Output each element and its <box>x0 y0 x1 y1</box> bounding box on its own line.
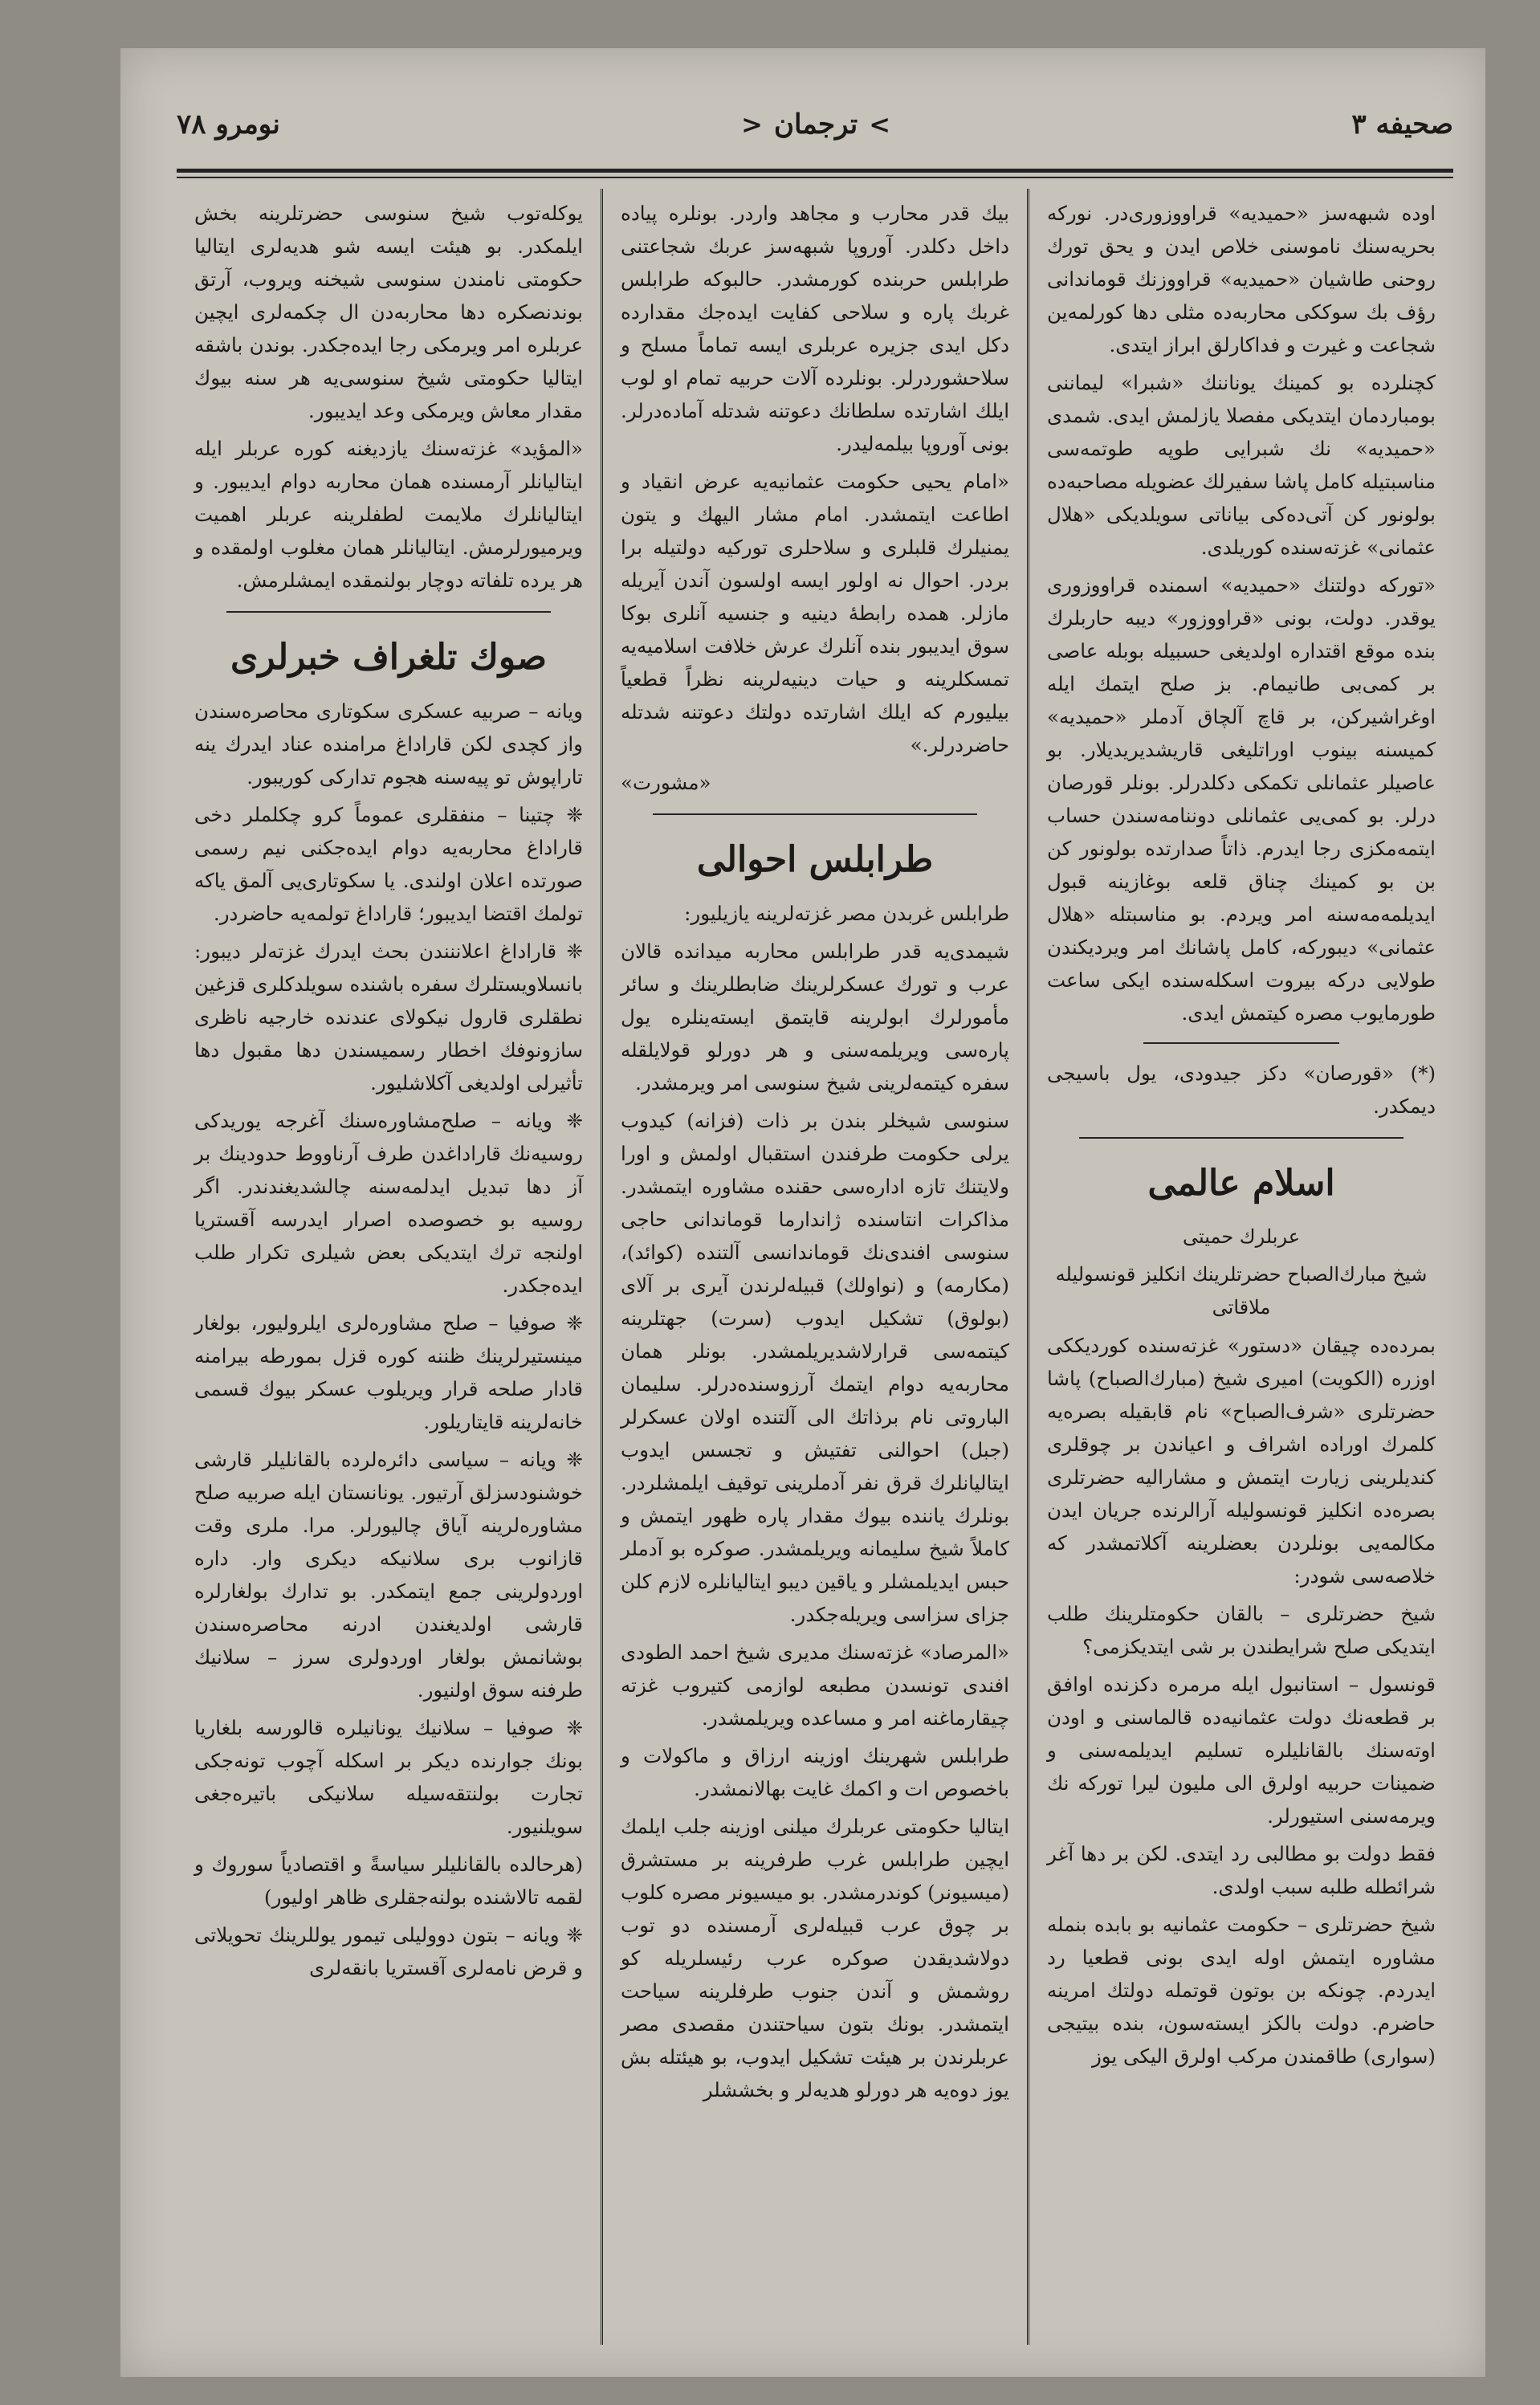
paragraph: (هرحالده بالقانلیلر سیاسةً و اقتصادیاً سوروك و لقمه تالاشنده بولنه‌جقلری ظاهر اولیور) <box>194 1853 583 1909</box>
divider <box>653 813 977 815</box>
paragraph: کچنلرده بو کمینك یوناننك «شبرا» لیماننی بومباردمان ایتدیکی مفصلا یازلمش ایدی. شمدی «حمیدیه» نك شبرایی طوپه طوتمه‌سی مناسبتیله کامل پاشا سفیرلك عضویله مصاحبه‌ده بولونور کن آتی‌ده‌کی بیاناتی سویلدیکی «هلال عثمانی» غزته‌سنده کوریلدی. <box>1047 371 1436 559</box>
divider <box>1143 1042 1339 1044</box>
paragraph: بیك قدر محارب و مجاهد واردر. بونلره پیاده داخل دکلدر. آوروپا شبهه‌سز عربك شجاعتنی طرابلس حربنده کورمشدر. حالبوکه طرابلس غربك پاره و سلاحی کفایت ایده‌جك مقدارده دکل ایدی جزیره عربلری ایسه تماماً مسلح و سلاحشوردرلر. بونلرده آلات حربیه تمام او لوب ایلك اشارتده سلطانك دعوتنه شدتله آماده‌درلر. بونی آوروپا بیلمه‌لیدر. <box>621 202 1009 455</box>
ornament-left-icon: < <box>741 109 763 140</box>
paragraph: طرابلس شهرینك اوزینه ارزاق و ماکولات و باخصوص ات و اکمك غایت بهالانمشدر. <box>621 1744 1009 1800</box>
header-rule <box>177 169 1453 173</box>
paragraph: طرابلس غربدن مصر غزته‌لرینه یازیلیور: <box>684 902 1009 925</box>
paragraph: ❈ ویانه – صلح‌مشاوره‌سنك آغرجه یوریدکی روسیه‌نك قاراداغدن طرف آرناووط حدودینك بر آز دها تبدیل ایدلمه‌سنه چالشدیغندندر. اگر روسیه بو خصوصده اصرار ایدرسه آقستریا اولنجه ترك ایتدیکی بعض شیلری تکرار طلب ایده‌جکدر. <box>194 1109 583 1297</box>
page-number: صحیفه ۳ <box>1351 108 1453 141</box>
section-title: طرابلس احوالی <box>696 839 934 880</box>
ornament-right-icon: > <box>869 109 891 140</box>
paragraph: «المرصاد» غزته‌سنك مدیری شیخ احمد الطودی افندی تونسدن مطبعه لوازمی کتیروب غزته چیقارماغنه امر و مساعده ویریلمشدر. <box>621 1641 1009 1730</box>
header-rule-thin <box>177 177 1453 178</box>
section-title: اسلام عالمی <box>1147 1163 1335 1204</box>
section-subtitle: عربلرك حمیتی <box>1182 1225 1301 1248</box>
newspaper-page <box>120 48 1485 2377</box>
section-title: صوك تلغراف خبرلری <box>230 637 548 678</box>
paragraph: ویانه – صربیه عسکری سکوتاری محاصره‌سندن واز کچدی لکن قاراداغ مرامنده عناد ایدرك ینه تاراپوش تو پیه‌سنه هجوم تدارکی کوریبور. <box>194 699 583 789</box>
paragraph: یوکله‌توب شیخ سنوسی حضرتلرینه بخش ایلمکدر. بو هیئت ایسه شو هدیه‌لری ایتالیا حکومتی نامندن سنوسی شیخنه ویروب، آرتق بوندنصکره دها محاربه‌دن ال چکمه‌لری ایچین عربلره امر ویرمکی رجا ایده‌جکدر. بوندن باشقه ایتالیا حکومتی شیخ سنوسی‌یه هر سنه بیوك مقدار معاش ویرمکی وعد ایدیبور. <box>194 202 583 422</box>
page-header <box>177 80 1453 169</box>
paragraph: شیمدی‌یه قدر طرابلس محاربه میدانده قالان عرب و تورك عسکرلرینك ضابطلرینك و سائر مأمورلرك ابولرینه قایتمق ایسته‌ینلره یول پاره‌سی ویریلمه‌سنی و هر دورلو قولایلقله سفره کیتمه‌لرینی شیخ سنوسی امر ویرمشدر. <box>621 940 1009 1094</box>
paragraph: ❈ ویانه – بتون دوولیلی تیمور یوللرینك تحویلاتی و قرض نامه‌لری آقستریا بانقه‌لری <box>194 1923 583 1979</box>
paragraph: «امام یحیی حکومت عثمانیه‌یه عرض انقیاد و اطاعت ایتمشدر. امام مشار الیهك و یتون یمنیلرك قلبلری و سلاحلری تورکیه دولتیله برا بردر. احوال نه اولور ایسه اولسون آندن آیریله مازلر. همده رابطهٔ دینیه و جنسیه آنلری بوکا سوق ایدیبور بنده آنلرك عرش خلافت اسلامیه‌یه تمسکلرینه و حیات دینیه‌لرینه نظراً قطعیاً بیلیورم که ایلك اشارتده دولتك دعوتنه شدتله حاضردرلر.» <box>621 470 1009 756</box>
paragraph: سنوسی شیخلر بندن بر ذات (فزانه) کیدوب یرلی حکومت طرفندن استقبال اولمش و اورا ولایتنك تازه اداره‌سی حقنده مشاوره ایتمشدر. مذاکرات انتاسنده ژاندارما قوماندانی حاجی سنوسی افندی‌نك قوماندانسی آلتنده (کوائد)، (مکارمه) و (نواولك) قبیله‌لرندن آیری بر آلای (بولوق) تشکیل ایدوب (سرت) جهتلرینه کیتمه‌سی قرارلاشدیریلمشدر. بونلر همان محاربه‌یه دوام ایتمك آرزوسنده‌درلر. سلیمان الباروتی نام برذاتك الی آلتنده اولان عسکرلر (جبل) احوالنی تفتیش و تجسس ایدوب ایتالیانلرك قرق نفر آدملرینی توقیف ایلمشلردر. بونلرك یاننده بیوك مقدار پاره ظهور ایتمش و کاملاً شیخ سلیمانه ویریلمشدر. صوکره بو آدملر حبس ایدیلمشلر و یاقین دیبو ایتالیانلره لازم کلن جزای سزاسی ویریله‌جکدر. <box>621 1109 1009 1626</box>
paragraph: «تورکه دولتنك «حمیدیه» اسمنده قراووزوری یوقدر. دولت، بونی «قراووزور» دیبه حاربلرك بنده موقع اقتداره اولدیغی حسبیله بوبله عاصی بر کمی‌بی طانیمام. بز صلح ایتمك ایله اوغراشیرکن، بر قاچ آلچاق آدملر «حمیدیه» کمیسنه بینوب اوراتلیغی قاریشدیریدیلار. بو عاصیلر عثمانلی تکمکی دکلدرلر. بونلر قورصان درلر. بو کمی‌یی عثمانلی دوننامه‌سندن حساب ایتمه‌مکزی رجا ایدرم. ذاتاً صدارتده بولونور کن بن بو کمینك چناق قلعه بوغازینه قبول ایدیلمه‌مه‌سنه امر ویردم. بو مناسبتله «هلال عثمانی» دیبورکه، کامل پاشانك امر ویردیکندن طولایی درکه بیروت اسکله‌سنده ایکی ساعت طورمایوب مصره کیتمش ایدی. <box>1047 573 1436 1025</box>
paragraph: «المؤید» غزته‌سنك یازدیغنه کوره عربلر ایله ایتالیانلر آرمسنده همان محاربه دوام ایدیبور. و ایتالیانلرك ملایمت لطفلرینه عربلر اهمیت ویرمیورلرمش. ایتالیانلر همان مغلوب اولمقده و هر یرده تلفاته دوچار بولنمقده ایمشلرمش. <box>194 437 583 592</box>
paragraph: ❈ چتینا – منفقلری عموماً کرو چکلملر دخی قاراداغ محاربه‌یه دوام ایده‌جکنی نیم رسمی صورتده اعلان اولندی. یا سکوتاری‌یی آلمق یاکه تولمك اقتضا ایدیبور؛ قاراداغ تولمه‌یه حاضردر. <box>194 803 583 925</box>
paragraph: اوده شبهه‌سز «حمیدیه» قراووزوری‌در. نورکه بحریه‌سنك ناموسنی خلاص ایدن و یحق تورك روحنی طاشیان «حمیدیه» قراووزنك قوماندانی رؤف بك سوككی محاربه‌ده مثلی دها کورلمه‌ین شجاعت و غیرت و فداکارلق ابراز ایتدی. <box>1047 202 1436 357</box>
paragraph: ❈ صوفیا – سلانیك یونانیلره قالورسه بلغاریا بونك جوارنده دیکر بر اسکله آچوب تونه‌جکی تجارت بولنتقه‌سیله سلانیکی باتیره‌جغی سویلنیور. <box>194 1716 583 1838</box>
paragraph: ❈ صوفیا – صلح مشاوره‌لری ایلرولیور، بولغار مینستیرلرینك ظننه کوره قزل بمورطه بیرامنه قادار صلحه قرار ویریلوب عسکر بیوك قسمی خانه‌لرینه قایتاریلور. <box>194 1311 583 1433</box>
paragraph: فقط دولت بو مطالبی رد ایتدی. لکن بر دها آغر شرائطله طلبه سبب اولدی. <box>1047 1842 1436 1898</box>
paragraph: شیخ حضرتلری – حکومت عثمانیه بو بابده بنمله مشاوره ایتمش اوله ایدی بونی قطعیا رد ایدردم. چونکه بن بوتون قوتمله دولتك امرینه حاضرم. دولت بالکز ایسته‌سون، بنده بیتیجی (سواری) طاقمندن مرکب اولرق الیکی یوز <box>1047 1913 1436 2068</box>
column-right <box>1029 189 1453 2345</box>
newspaper-title: ترجمان <box>773 108 858 141</box>
divider <box>226 611 551 613</box>
section-subtitle-2: شیخ مبارك‌الصباح حضرتلرینك انکلیز قونسولیله ملاقاتی <box>1055 1263 1428 1319</box>
footnote: (*) «قورصان» دکز جیدودی، یول باسیجی دیمکدر. <box>1047 1062 1436 1118</box>
paragraph: قونسول – استانبول ایله مرمره دکزنده اوافق بر قطعه‌نك دولت عثمانیه‌ده قالماسنی و اودن اوته‌سنك بالقانلیلره تسلیم ایدیلمه‌سنی و ضمینات حربیه اولرق الی ملیون لیرا تورکه نك ویرمه‌سنی استیورلر. <box>1047 1673 1436 1828</box>
columns <box>177 189 1453 2345</box>
column-middle <box>603 189 1029 2345</box>
paragraph: ❈ ویانه – سیاسی دائره‌لرده بالقانلیلر قارشی خوشنودسزلق آرتیور. یونانستان ایله صربیه صلح مشاوره‌لرینه آیاق چالیورلر. مرا. ملری وقت قازانوب بری سلانیکه دیکری وار. داره اوردولرینی جمع ایتمکدر. بو تدارك بولغارلره قارشی اولدیغندن ادرنه محاصره‌سندن بوشانمش بولغار اوردولری سرز – سلانیك طرفنه سوق اولنیور. <box>194 1448 583 1702</box>
source-attribution: «مشورت» <box>621 771 711 794</box>
paragraph: ❈ قاراداغ اعلاننندن بحث ایدرك غزته‌لر دیبور: بانسلاویستلرك سفره باشنده سویلدکلری قزغین نطقلری قارول نیکولای عندنده خارجیه ناظری سازونوفك اخطار رسمیسندن دها مقبول دها تأثیرلی اولدیغی آکلاشلیور. <box>194 940 583 1094</box>
masthead <box>741 108 890 141</box>
issue-number: نومرو ۷۸ <box>177 108 280 141</box>
paragraph: شیخ حضرتلری – بالقان حکومتلرینك طلب ایتدیکی صلح شرایطندن بر شی ایتدیکزمی؟ <box>1047 1602 1436 1658</box>
column-left <box>177 189 603 2345</box>
divider <box>1079 1137 1404 1139</box>
paragraph: ایتالیا حکومتی عربلرك میلنی اوزینه جلب ایلمك ایچین طرابلس غرب طرفرینه بر مستشرق (میسیونر) کوندرمشدر. بو میسیونر مصره کلوب بر چوق عرب قبیله‌لری آرمسنده دو توب دولاشدیقدن صوکره عرب رئیسلریله کو روشمش و آندن جنوب طرفلرینه سیاحت ایتمشدر. بونك بتون سیاحتندن مقصدی مصر عربلرندن بر هیئت تشکیل ایدوب، بو هیئتله بش یوز دوه‌یه هر دورلو هدیه‌لر و بخششلر <box>621 1815 1009 2101</box>
paragraph: بمرده‌ده چیقان «دستور» غزته‌سنده کوردیککی اوزره (الکویت) امیری شیخ (مبارك‌الصباح) پاشا حضرتلری «شرف‌الصباح» نام قابقیله بصره‌یه کلمرك اوراده اشراف و اعیاندن بر چوقلری کندیلرینی زیارت ایتمش و مشارالیه حضرتلری بصره‌ده انکلیز قونسولیله آرالرنده جریان ایدن مکالمه‌یی بونلردن بعضلرینه آکلاتمشدر که خلاصه‌سی شودر: <box>1047 1334 1436 1588</box>
